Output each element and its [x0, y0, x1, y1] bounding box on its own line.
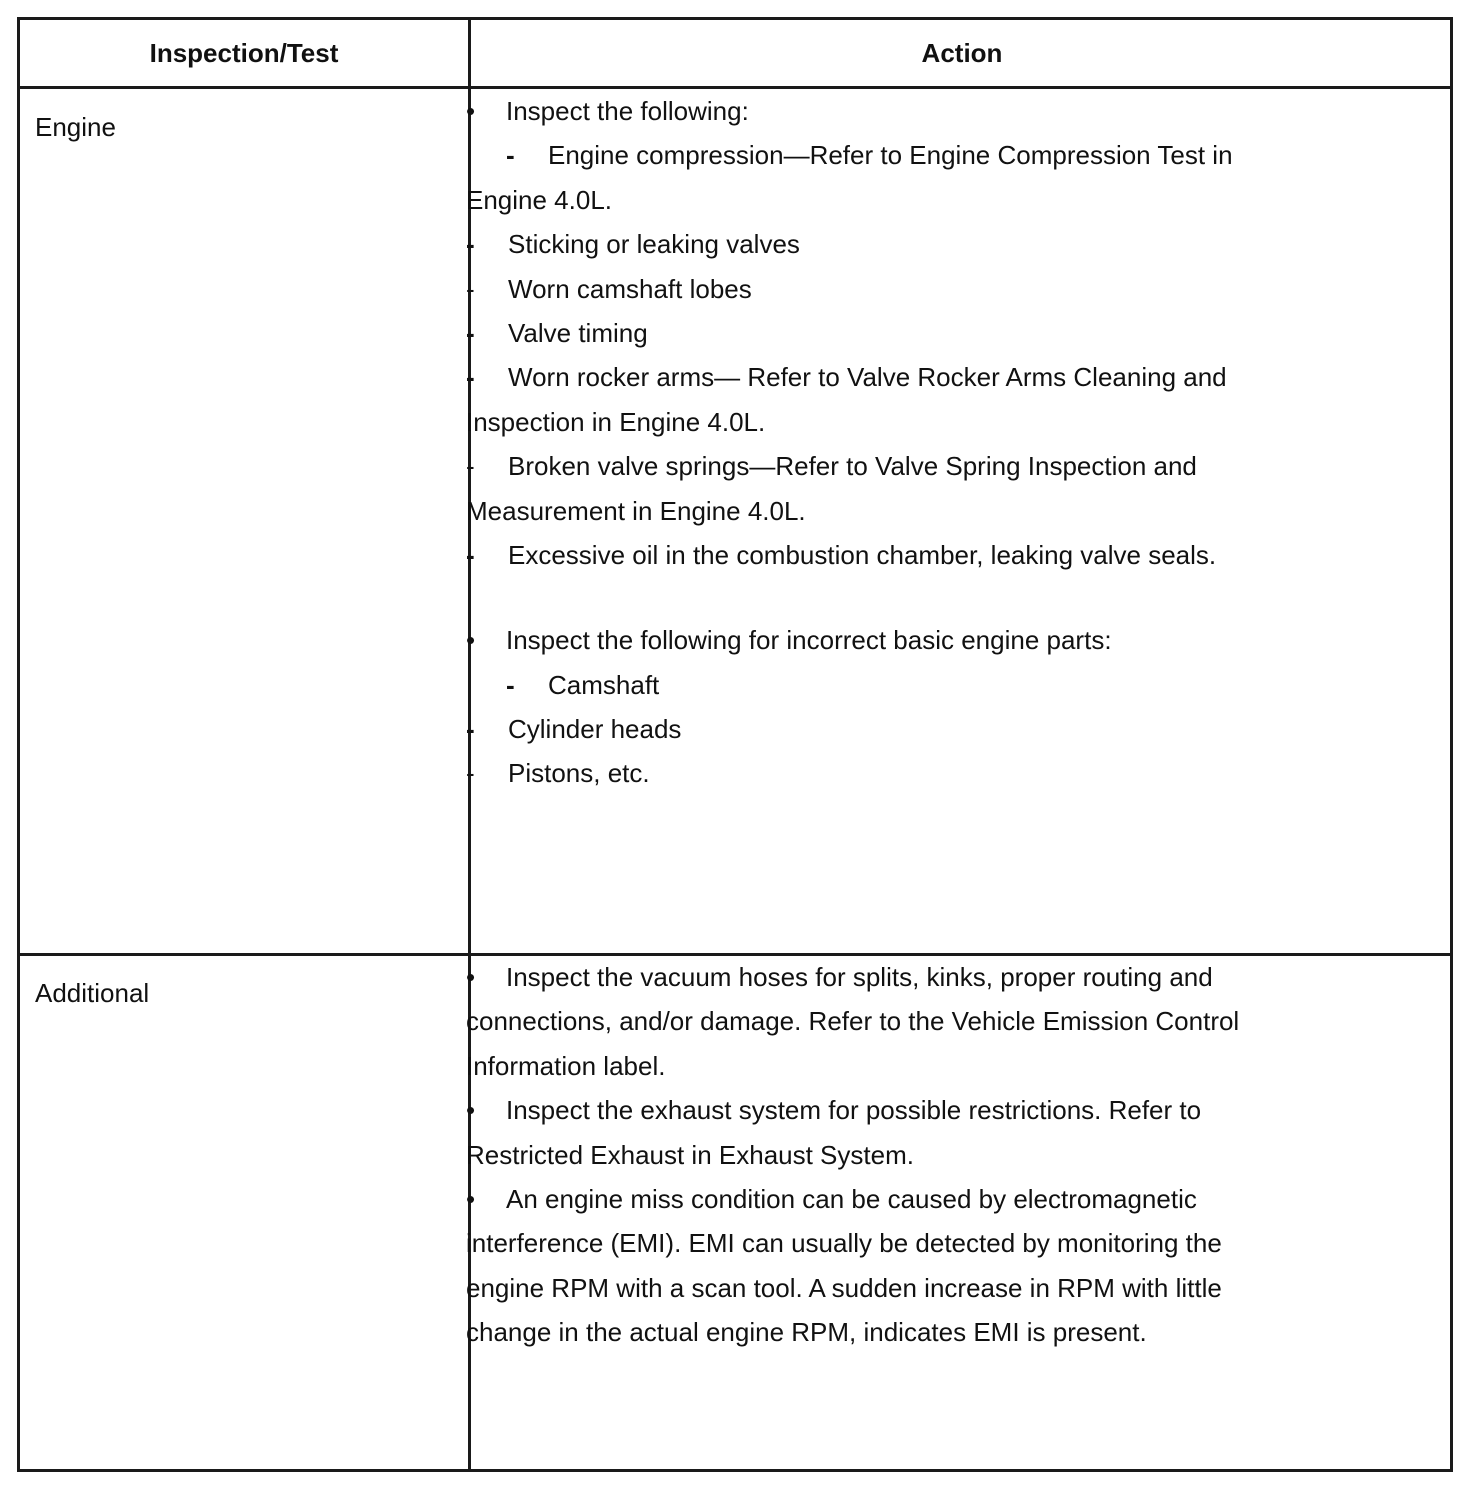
list-item-text: connections, and/or damage. Refer to the Vehicle Emission Control [466, 1006, 1240, 1037]
bullet-marker: • [466, 962, 476, 992]
additional-action-cell [466, 955, 1426, 1355]
dash-marker: - [466, 317, 475, 348]
list-item-text: Information label. [466, 1050, 666, 1081]
list-item-text: Worn camshaft lobes [508, 273, 752, 304]
list-item-text: Inspect the following for incorrect basic engine parts: [506, 625, 1112, 656]
list-item-text: Excessive oil in the combustion chamber, leaking valve seals. [508, 539, 1217, 570]
dash-marker: - [466, 714, 475, 745]
row-label-additional: Additional [35, 978, 150, 1008]
list-item [466, 489, 1426, 533]
list-item-text: interference (EMI). EMI can usually be detected by monitoring the [466, 1228, 1222, 1259]
list-item [466, 400, 1426, 444]
list-item [466, 89, 1426, 133]
list-item [466, 1088, 1426, 1132]
list-item [466, 663, 1426, 707]
list-item-text: Cylinder heads [508, 714, 682, 745]
dash-marker: - [466, 758, 475, 789]
list-item-text: engine RPM with a scan tool. A sudden increase in RPM with little [466, 1272, 1222, 1303]
list-item [466, 1310, 1426, 1354]
dash-marker: - [506, 140, 515, 171]
list-item-text: Engine 4.0L. [466, 184, 613, 215]
list-item [466, 311, 1426, 355]
list-item [466, 618, 1426, 662]
list-item [466, 707, 1426, 751]
list-item [466, 955, 1426, 999]
list-item [466, 1177, 1426, 1221]
list-item-text: Inspection in Engine 4.0L. [466, 406, 766, 437]
list-item-text: Broken valve springs—Refer to Valve Spring Inspection and [508, 451, 1197, 482]
list-item [466, 1044, 1426, 1088]
list-item-text: Camshaft [548, 669, 660, 700]
dash-marker: - [466, 362, 475, 393]
header-action: Action [921, 37, 1003, 68]
dash-marker: - [506, 669, 515, 700]
list-item [466, 267, 1426, 311]
list-item [466, 444, 1426, 488]
list-item [466, 751, 1426, 795]
list-item-text: Valve timing [508, 317, 648, 348]
bullet-marker: • [466, 1095, 476, 1126]
list-item [466, 1266, 1426, 1310]
dash-marker: - [466, 273, 475, 304]
list-item-text: Inspect the vacuum hoses for splits, kinks, proper routing and [506, 962, 1213, 992]
bullet-marker: • [466, 1183, 476, 1214]
list-item-text: Measurement in Engine 4.0L. [466, 495, 806, 526]
list-item-text: Pistons, etc. [508, 758, 650, 789]
list-item-text: Inspect the exhaust system for possible restrictions. Refer to [506, 1095, 1202, 1126]
list-item-text: Sticking or leaking valves [508, 229, 800, 260]
list-item [466, 178, 1426, 222]
list-item-text: Inspect the following: [506, 96, 749, 126]
dash-marker: - [466, 451, 475, 482]
list-item [466, 1221, 1426, 1265]
dash-marker: - [466, 539, 475, 570]
list-item [466, 1133, 1426, 1177]
list-item [466, 533, 1426, 577]
header-inspection-test: Inspection/Test [149, 37, 339, 68]
list-item [466, 222, 1426, 266]
list-item-text: Restricted Exhaust in Exhaust System. [466, 1139, 914, 1170]
list-item [466, 133, 1426, 177]
dash-marker: - [466, 229, 475, 260]
bullet-marker: • [466, 96, 476, 126]
list-item [466, 355, 1426, 399]
row-label-engine: Engine [35, 112, 116, 142]
engine-action-cell [466, 89, 1426, 796]
list-item-text: Worn rocker arms— Refer to Valve Rocker Arms Cleaning and [508, 362, 1227, 393]
list-item [466, 999, 1426, 1043]
list-item-text: Engine compression—Refer to Engine Compression Test in [548, 140, 1233, 171]
list-item-text: An engine miss condition can be caused by electromagnetic [506, 1183, 1197, 1214]
bullet-marker: • [466, 625, 476, 656]
list-item-text: change in the actual engine RPM, indicates EMI is present. [466, 1317, 1147, 1348]
spacer [466, 577, 1426, 618]
